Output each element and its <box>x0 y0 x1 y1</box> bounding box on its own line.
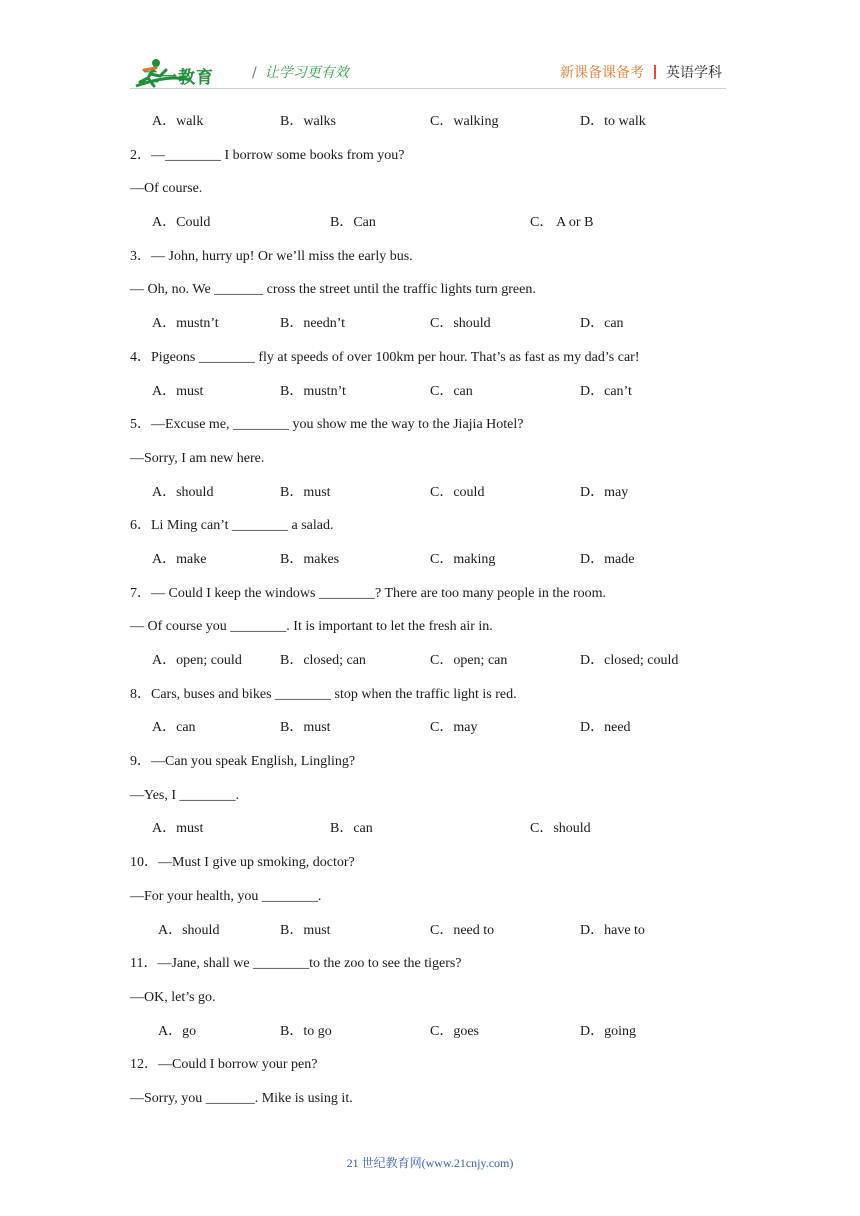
question-line: —Yes, I ________. <box>130 787 240 803</box>
option-b[interactable]: B．closed; can <box>280 653 366 668</box>
option-a[interactable]: A．walk <box>152 114 204 129</box>
option-c[interactable]: C． A or B <box>530 215 594 231</box>
option-row <box>130 480 730 514</box>
option-c[interactable]: C．may <box>430 720 478 736</box>
option-b[interactable]: B．can <box>330 821 373 837</box>
option-d[interactable]: D．can’t <box>580 383 632 399</box>
option-d[interactable]: D．made <box>580 551 635 567</box>
option-b[interactable]: B．needn’t <box>280 316 346 332</box>
slogan: / 让学习更有效 <box>252 65 349 81</box>
option-row <box>130 311 730 345</box>
option-b[interactable]: B．walks <box>280 114 336 129</box>
option-d[interactable]: D．may <box>580 484 629 500</box>
option-d[interactable]: D．have to <box>580 922 645 938</box>
option-d[interactable]: D．to walk <box>580 114 646 129</box>
option-a[interactable]: A．open; could <box>152 653 242 668</box>
option-row <box>130 109 730 143</box>
question-text: 5．—Excuse me, ________ you show me the way to the Jiajia Hotel? <box>130 417 524 433</box>
question-text: 4．Pigeons ________ fly at speeds of over 100km per hour. That’s as fast as my dad’s car! <box>130 349 640 365</box>
question-text: 8．Cars, buses and bikes ________ stop when the traffic light is red. <box>130 686 517 702</box>
header-tag: 新课备课备考 <box>560 65 644 81</box>
question-line: —Sorry, you _______. Mike is using it. <box>130 1090 353 1106</box>
option-row <box>130 210 730 244</box>
question-line: — Oh, no. We _______ cross the street until the traffic lights turn green. <box>130 282 536 298</box>
question-line: —Of course. <box>130 181 203 197</box>
header-separator <box>654 65 656 79</box>
option-b[interactable]: B．Can <box>330 215 376 231</box>
option-d[interactable]: D．closed; could <box>580 653 679 668</box>
option-row <box>130 547 730 581</box>
option-b[interactable]: B．must <box>280 720 331 736</box>
logo-text: 二一教育 <box>142 68 214 88</box>
option-a[interactable]: A．must <box>152 821 204 837</box>
option-d[interactable]: D．need <box>580 720 631 736</box>
option-a[interactable]: A．should <box>152 484 214 500</box>
question-line: —Sorry, I am new here. <box>130 450 265 466</box>
option-b[interactable]: B．makes <box>280 551 340 567</box>
option-b[interactable]: B．must <box>280 922 331 938</box>
question-line: —For your health, you ________. <box>130 888 322 904</box>
page-header <box>0 0 860 92</box>
question-line: —OK, let’s go. <box>130 989 216 1005</box>
option-a[interactable]: A．should <box>158 922 220 938</box>
option-c[interactable]: C．should <box>430 316 491 332</box>
option-c[interactable]: C．need to <box>430 922 495 938</box>
option-row <box>130 648 730 682</box>
option-d[interactable]: D．can <box>580 316 624 332</box>
option-a[interactable]: A．must <box>152 383 204 399</box>
question-text: 6．Li Ming can’t ________ a salad. <box>130 518 334 534</box>
option-c[interactable]: C．can <box>430 383 473 399</box>
question-text: 3．— John, hurry up! Or we’ll miss the early bus. <box>130 248 413 264</box>
question-text: 10．—Must I give up smoking, doctor? <box>130 855 355 871</box>
option-c[interactable]: C．making <box>430 551 496 567</box>
question-text: 11．—Jane, shall we ________to the zoo to see the tigers? <box>130 956 462 972</box>
option-a[interactable]: A．mustn’t <box>152 316 219 332</box>
option-row <box>130 379 730 413</box>
option-b[interactable]: B．to go <box>280 1023 332 1039</box>
question-text: 7．— Could I keep the windows ________? There are too many people in the room. <box>130 585 607 601</box>
question-line: — Of course you ________. It is important to let the fresh air in. <box>130 619 493 635</box>
question-text: 9．—Can you speak English, Lingling? <box>130 754 356 770</box>
option-c[interactable]: C．goes <box>430 1023 479 1039</box>
option-c[interactable]: C．open; can <box>430 653 508 668</box>
option-c[interactable]: C．walking <box>430 114 499 129</box>
option-b[interactable]: B．must <box>280 484 331 500</box>
option-c[interactable]: C．could <box>430 484 485 500</box>
page-footer: 21 世纪教育网(www.21cnjy.com) <box>346 1156 514 1170</box>
option-row <box>130 1019 730 1053</box>
question-list <box>130 109 730 1120</box>
option-d[interactable]: D．going <box>580 1023 636 1039</box>
option-b[interactable]: B．mustn’t <box>280 383 346 399</box>
option-a[interactable]: A．can <box>152 720 196 736</box>
question-text: 2．—________ I borrow some books from you? <box>130 147 405 163</box>
option-row <box>130 715 730 749</box>
option-row <box>130 918 730 952</box>
option-a[interactable]: A．Could <box>152 215 211 231</box>
option-row <box>130 816 730 850</box>
header-subject: 英语学科 <box>666 65 722 81</box>
option-a[interactable]: A．make <box>152 551 207 567</box>
option-c[interactable]: C．should <box>530 821 591 837</box>
header-right <box>560 62 722 82</box>
option-a[interactable]: A．go <box>158 1023 197 1039</box>
question-text: 12．—Could I borrow your pen? <box>130 1057 318 1073</box>
header-divider <box>130 88 726 89</box>
